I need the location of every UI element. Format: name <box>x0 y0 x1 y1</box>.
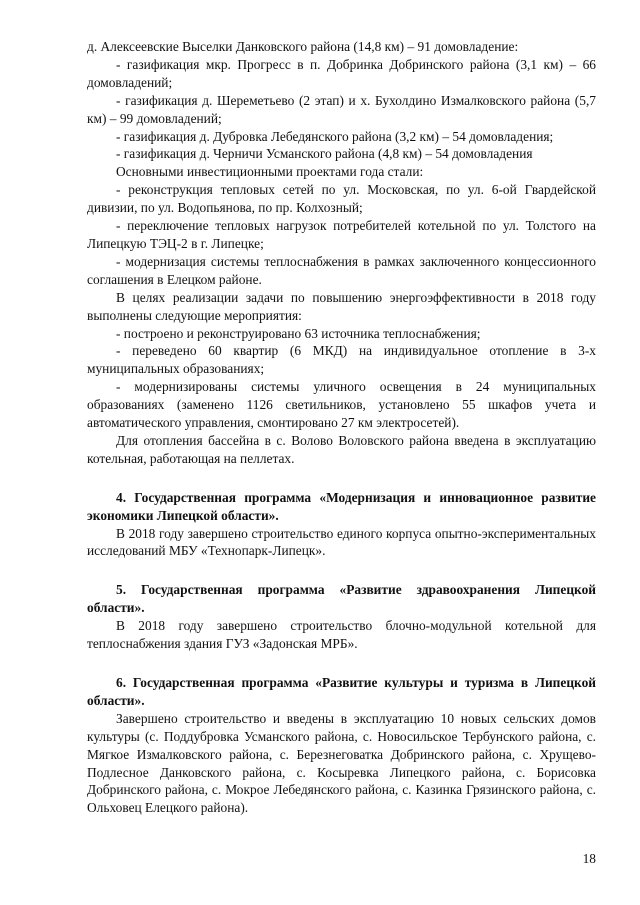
paragraph: Завершено строительство и введены в эксплуатацию 10 новых сельских домов культуры (с. Поддубровка Усманского района, с. Новосильское Тербунского района, с. Мягкое Измалковского района, с. Березнеговатка Добринского района, с. Хрущево-Подлесное Данковского района, с. Косыревка Липецкого района, с. Борисовка Добринского района, с. Мокрое Лебедянского района, с. Казинка Грязинского района, с. Ольховец Елецкого района). <box>87 710 596 816</box>
section-spacer <box>87 653 596 674</box>
paragraph: Основными инвестиционными проектами года стали: <box>116 164 424 180</box>
list-item: - газификация д. Черничи Усманского района (4,8 км) – 54 домовладения <box>116 146 533 162</box>
list-item: - газификация д. Дубровка Лебедянского района (3,2 км) – 54 домовладения; <box>116 128 554 144</box>
section-heading-6: 6. Государственная программа «Развитие культуры и туризма в Липецкой области». <box>87 675 596 708</box>
list-item: - модернизированы системы уличного освещения в 24 муниципальных образованиях (заменено 1126 светильников, установлено 55 шкафов учета и автоматического управления, смонтировано 27 км электросетей). <box>87 379 596 431</box>
list-item: - реконструкция тепловых сетей по ул. Московская, по ул. 6-ой Гвардейской дивизии, по ул. Водопьянова, по пр. Колхозный; <box>87 182 596 216</box>
list-item: - построено и реконструировано 63 источника теплоснабжения; <box>116 325 481 341</box>
list-item: - газификация мкр. Прогресс в п. Добринка Добринского района (3,1 км) – 66 домовладений; <box>87 56 596 90</box>
section-heading-5: 5. Государственная программа «Развитие здравоохранения Липецкой области». <box>87 582 596 616</box>
section-spacer <box>87 468 596 489</box>
section-spacer <box>87 560 596 581</box>
paragraph: В целях реализации задачи по повышению энергоэффективности в 2018 году выполнены следующие мероприятия: <box>87 289 596 323</box>
list-item: - газификация д. Шереметьево (2 этап) и х. Бухолдино Измалковского района (5,7 км) – 99 домовладений; <box>87 92 596 126</box>
page-number: 18 <box>582 851 596 866</box>
list-item: - переведено 60 квартир (6 МКД) на индивидуальное отопление в 3-х муниципальных образованиях; <box>87 343 596 377</box>
paragraph: В 2018 году завершено строительство блочно-модульной котельной для теплоснабжения здания ГУЗ «Задонская МРБ». <box>87 618 596 652</box>
section-heading-4: 4. Государственная программа «Модернизация и инновационное развитие экономики Липецкой области». <box>87 489 596 523</box>
list-item: - переключение тепловых нагрузок потребителей котельной по ул. Толстого на Липецкую ТЭЦ-2 в г. Липецке; <box>87 218 596 251</box>
list-item: - модернизация системы теплоснабжения в рамках заключенного концессионного соглашения в Елецком районе. <box>87 253 596 287</box>
paragraph: В 2018 году завершено строительство единого корпуса опытно-экспериментальных исследований МБУ «Технопарк-Липецк». <box>87 525 596 559</box>
paragraph: д. Алексеевские Выселки Данковского района (14,8 км) – 91 домовладение: <box>87 39 519 54</box>
paragraph: Для отопления бассейна в с. Волово Воловского района введена в эксплуатацию котельная, работающая на пеллетах. <box>87 432 596 466</box>
